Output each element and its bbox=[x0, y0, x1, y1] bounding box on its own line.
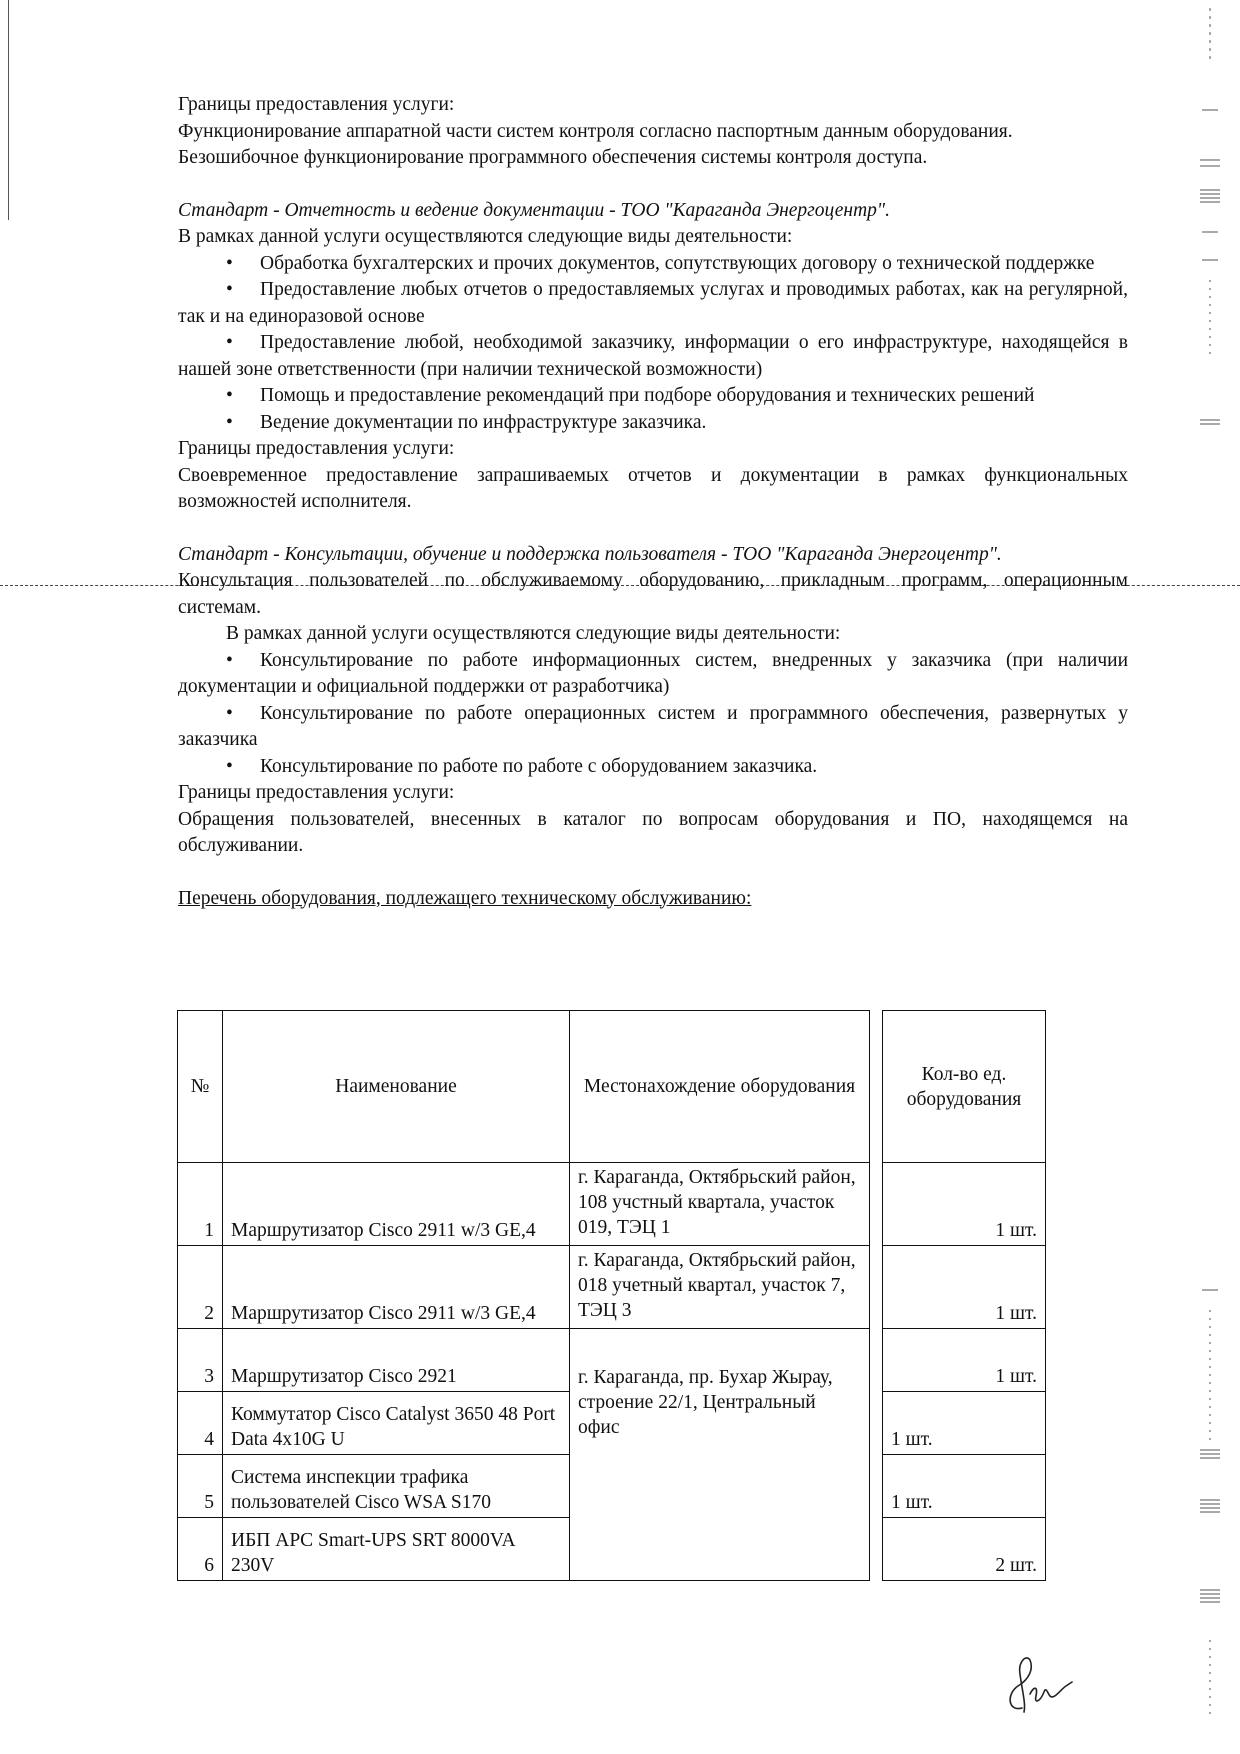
cell-qty: 2 шт. bbox=[883, 1518, 1046, 1581]
cell-name: Маршрутизатор Cisco 2911 w/3 GE,4 bbox=[223, 1163, 570, 1246]
list-item: • Консультирование по работе операционных систем и программного обеспечения, развернутых у заказчика bbox=[178, 702, 1128, 750]
standard-title-reporting: Стандарт - Отчетность и ведение документации - ТОО "Караганда Энергоцентр". bbox=[178, 199, 890, 221]
bounds-text-2: Своевременное предоставление запрашиваемых отчетов и документации в рамках функциональных возможностей исполнителя. bbox=[178, 464, 1128, 512]
equipment-table bbox=[177, 1010, 1046, 1581]
standard-intro-consulting: В рамках данной услуги осуществляются следующие виды деятельности: bbox=[226, 623, 841, 644]
cell-no: 3 bbox=[178, 1329, 223, 1392]
header-location: Местонахождение оборудования bbox=[570, 1011, 870, 1163]
bullet-icon: • bbox=[226, 252, 233, 274]
table-row bbox=[178, 1329, 1046, 1392]
list-item: • Предоставление любых отчетов о предоставляемых услугах и проводимых работах, как на регулярной, так и на единоразовой основе bbox=[178, 279, 1128, 327]
header-name: Наименование bbox=[223, 1011, 570, 1163]
cell-location: г. Караганда, Октябрьский район, 108 учстный квартала, участок 019, ТЭЦ 1 bbox=[570, 1163, 870, 1246]
cell-location-shared: г. Караганда, пр. Бухар Жырау, строение 22/1, Центральный офис bbox=[570, 1329, 870, 1581]
cell-qty: 1 шт. bbox=[883, 1163, 1046, 1246]
cell-name: ИБП APC Smart-UPS SRT 8000VA 230V bbox=[223, 1518, 570, 1581]
cell-name: Маршрутизатор Cisco 2921 bbox=[223, 1329, 570, 1392]
bullet-icon: • bbox=[226, 332, 233, 353]
cell-no: 1 bbox=[178, 1163, 223, 1246]
bounds-heading-2: Границы предоставления услуги: bbox=[178, 438, 455, 459]
standard-lead-consulting: Консультация пользователей по обслуживаемому оборудованию, прикладным программ, операционным системам. bbox=[178, 570, 1128, 618]
list-item: • Предоставление любой, необходимой заказчику, информации о его инфраструктуре, находящейся в нашей зоне ответственности (при наличии технической возможности) bbox=[178, 332, 1128, 380]
reporting-activities-list bbox=[178, 251, 1128, 437]
header-no: № bbox=[178, 1011, 223, 1163]
bounds-text-1a: Функционирование аппаратной части систем контроля согласно паспортным данным оборудования. bbox=[178, 120, 1013, 142]
table-row bbox=[178, 1246, 1046, 1329]
cell-no: 6 bbox=[178, 1518, 223, 1581]
list-item: • Консультирование по работе по работе с оборудованием заказчика. bbox=[178, 754, 1128, 781]
list-item: • Помощь и предоставление рекомендаций при подборе оборудования и технических решений bbox=[178, 383, 1128, 410]
equipment-list-title: Перечень оборудования, подлежащего техническому обслуживанию: bbox=[178, 887, 752, 909]
list-item: • Консультирование по работе информационных систем, внедренных у заказчика (при наличии документации и официальной поддержки от разработчика) bbox=[178, 649, 1128, 697]
consulting-activities-list bbox=[178, 648, 1128, 781]
bounds-heading-3: Границы предоставления услуги: bbox=[178, 782, 455, 803]
bounds-text-3: Обращения пользователей, внесенных в каталог по вопросам оборудования и ПО, находящемся на обслуживании. bbox=[178, 808, 1128, 856]
document-body bbox=[178, 92, 1128, 912]
list-item: • Обработка бухгалтерских и прочих документов, сопутствующих договору о технической поддержке bbox=[178, 251, 1128, 278]
cell-no: 2 bbox=[178, 1246, 223, 1329]
cell-location: г. Караганда, Октябрьский район, 018 учетный квартал, участок 7, ТЭЦ 3 bbox=[570, 1246, 870, 1329]
scan-edge-marks bbox=[1180, 0, 1240, 1754]
cell-qty: 1 шт. bbox=[883, 1455, 1046, 1518]
bullet-icon: • bbox=[226, 649, 233, 671]
cell-qty: 1 шт. bbox=[883, 1329, 1046, 1392]
standard-title-consulting: Стандарт - Консультации, обучение и поддержка пользователя - ТОО "Караганда Энергоцентр". bbox=[178, 543, 1002, 565]
cell-no: 5 bbox=[178, 1455, 223, 1518]
bullet-icon: • bbox=[226, 411, 233, 433]
table-row bbox=[178, 1163, 1046, 1246]
bounds-text-1b: Безошибочное функционирование программного обеспечения системы контроля доступа. bbox=[178, 147, 928, 168]
cell-no: 4 bbox=[178, 1392, 223, 1455]
bullet-icon: • bbox=[226, 279, 233, 300]
bullet-icon: • bbox=[226, 755, 233, 777]
cell-qty: 1 шт. bbox=[883, 1246, 1046, 1329]
cell-name: Система инспекции трафика пользователей Cisco WSA S170 bbox=[223, 1455, 570, 1518]
cell-qty: 1 шт. bbox=[883, 1392, 1046, 1455]
bullet-icon: • bbox=[226, 702, 233, 724]
signature-icon bbox=[1000, 1650, 1090, 1720]
bounds-heading-1: Границы предоставления услуги: bbox=[178, 94, 455, 115]
scan-edge-line bbox=[8, 0, 9, 220]
cell-name: Маршрутизатор Cisco 2911 w/3 GE,4 bbox=[223, 1246, 570, 1329]
table-header-row bbox=[178, 1011, 1046, 1163]
bullet-icon: • bbox=[226, 385, 233, 406]
cell-name: Коммутатор Cisco Catalyst 3650 48 Port Data 4x10G U bbox=[223, 1392, 570, 1455]
header-qty: Кол-во ед. оборудования bbox=[883, 1011, 1046, 1163]
standard-intro-reporting: В рамках данной услуги осуществляются следующие виды деятельности: bbox=[178, 226, 793, 247]
list-item: • Ведение документации по инфраструктуре заказчика. bbox=[178, 410, 1128, 437]
